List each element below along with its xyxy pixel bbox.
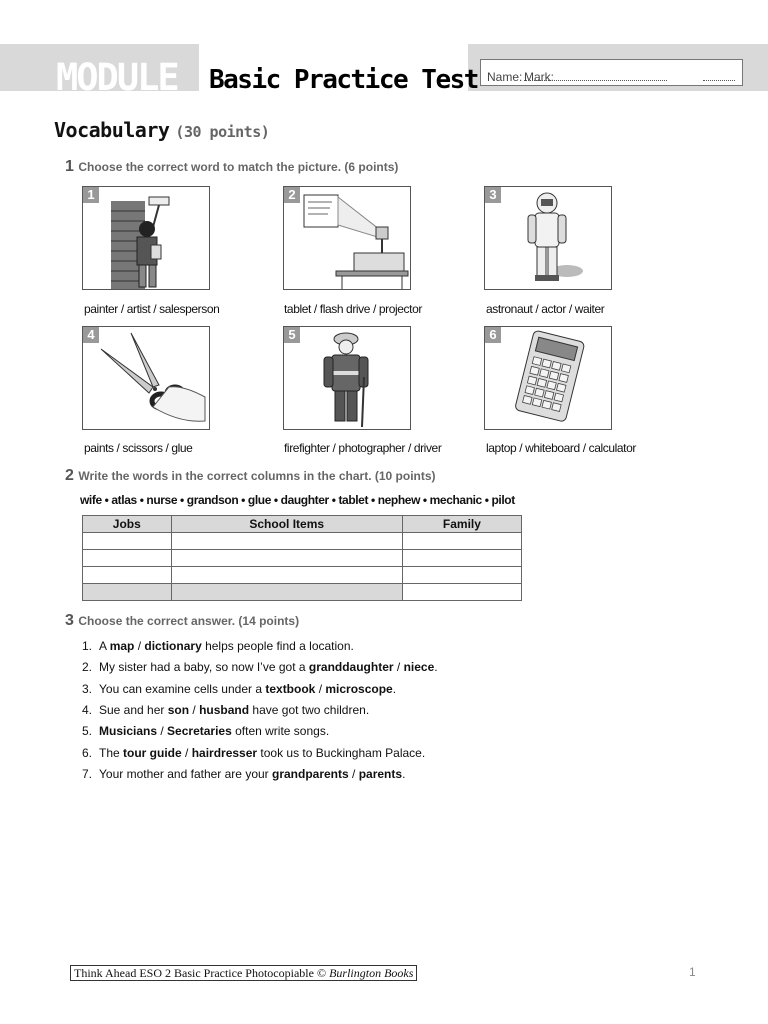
column-header-jobs: Jobs: [83, 516, 172, 533]
answer-option-a[interactable]: textbook: [265, 682, 316, 696]
question-number: 1.: [82, 639, 93, 653]
chart-row: [83, 550, 522, 567]
picture-box-5: [283, 326, 411, 430]
answer-cell[interactable]: [83, 550, 172, 567]
question-text: took us to Buckingham Palace.: [257, 746, 426, 760]
footer-copyright: [70, 965, 417, 981]
vocabulary-chart: [82, 515, 522, 601]
astronaut-icon: [485, 187, 611, 289]
shaded-cell: [83, 584, 172, 601]
picture-number: 2: [284, 187, 300, 203]
question-text: The: [99, 746, 124, 760]
question-text: helps people find a location.: [201, 639, 354, 653]
question-6: [82, 746, 425, 760]
separator: /: [157, 724, 168, 738]
chart-row: [83, 533, 522, 550]
ex2-heading: [65, 467, 436, 485]
answer-cell[interactable]: [171, 550, 402, 567]
ex2-number: 2: [65, 467, 74, 484]
question-text: often write songs.: [231, 724, 330, 738]
question-text: .: [392, 682, 397, 696]
ex1-heading: [65, 158, 398, 176]
question-1: [82, 639, 354, 653]
question-7: [82, 767, 405, 781]
shaded-cell: [171, 584, 402, 601]
picture-number: 1: [83, 187, 99, 203]
answer-option-a[interactable]: grandparents: [272, 767, 349, 781]
section-points: (30 points): [175, 123, 270, 141]
question-text: You can examine cells under a: [99, 682, 266, 696]
answer-option-b[interactable]: microscope: [325, 682, 393, 696]
question-4: [82, 703, 369, 717]
section-title: [54, 118, 269, 142]
section-name: Vocabulary: [54, 118, 170, 142]
picture-box-4: [82, 326, 210, 430]
chart-row: [83, 584, 522, 601]
column-header-family: Family: [402, 516, 521, 533]
separator: /: [348, 767, 359, 781]
question-number: 7.: [82, 767, 93, 781]
picture-number: 6: [485, 327, 501, 343]
chart-row: [83, 567, 522, 584]
separator: /: [189, 703, 200, 717]
answer-cell[interactable]: [171, 533, 402, 550]
ex1-number: 1: [65, 158, 74, 175]
answer-cell[interactable]: [402, 533, 521, 550]
painter-icon: [83, 187, 209, 289]
options-2: tablet / flash drive / projector: [284, 302, 422, 316]
options-5: firefighter / photographer / driver: [284, 441, 442, 455]
answer-cell[interactable]: [83, 533, 172, 550]
question-2: [82, 660, 438, 674]
options-6: laptop / whiteboard / calculator: [486, 441, 636, 455]
question-text: .: [434, 660, 438, 674]
separator: /: [393, 660, 404, 674]
ex3-number: 3: [65, 612, 74, 629]
question-number: 5.: [82, 724, 93, 738]
question-text: have got two children.: [249, 703, 370, 717]
answer-option-b[interactable]: hairdresser: [191, 746, 258, 760]
answer-option-b[interactable]: Secretaries: [167, 724, 232, 738]
question-3: [82, 682, 396, 696]
footer-text: Think Ahead ESO 2 Basic Practice Photocopiable ©: [74, 966, 330, 980]
question-number: 6.: [82, 746, 93, 760]
picture-number: 3: [485, 187, 501, 203]
picture-box-2: [283, 186, 411, 290]
question-number: 3.: [82, 682, 93, 696]
options-3: astronaut / actor / waiter: [486, 302, 605, 316]
question-text: A: [99, 639, 110, 653]
question-number: 2.: [82, 660, 93, 674]
scissors-icon: [83, 327, 209, 429]
question-text: .: [402, 767, 406, 781]
picture-number: 5: [284, 327, 300, 343]
answer-option-a[interactable]: map: [109, 639, 135, 653]
firefighter-icon: [284, 327, 410, 429]
name-label: Name:: [487, 70, 523, 84]
column-header-school-items: School Items: [171, 516, 402, 533]
ex3-instruction: Choose the correct answer. (14 points): [78, 614, 300, 628]
question-text: Your mother and father are your: [99, 767, 272, 781]
question-text: Sue and her: [99, 703, 168, 717]
options-1: painter / artist / salesperson: [84, 302, 220, 316]
separator: /: [181, 746, 192, 760]
answer-cell[interactable]: [171, 567, 402, 584]
answer-option-a[interactable]: tour guide: [123, 746, 182, 760]
footer-publisher: Burlington Books: [329, 966, 414, 980]
mark-line[interactable]: [703, 80, 735, 81]
word-bank: wife • atlas • nurse • grandson • glue • daughter • tablet • nephew • mechanic • pilot: [80, 493, 515, 507]
page-title: Basic Practice Test: [209, 65, 478, 95]
picture-box-1: [82, 186, 210, 290]
answer-option-b[interactable]: niece: [403, 660, 435, 674]
picture-box-3: [484, 186, 612, 290]
picture-box-6: [484, 326, 612, 430]
mark-label: Mark:: [524, 70, 554, 84]
question-5: [82, 724, 329, 738]
calculator-icon: [485, 327, 611, 429]
answer-option-b[interactable]: parents: [358, 767, 403, 781]
answer-cell[interactable]: [402, 550, 521, 567]
answer-option-b[interactable]: husband: [199, 703, 250, 717]
options-4: paints / scissors / glue: [84, 441, 193, 455]
separator: /: [315, 682, 326, 696]
name-line[interactable]: [524, 80, 667, 81]
question-text: My sister had a baby, so now I’ve got a: [99, 660, 309, 674]
answer-cell[interactable]: [83, 567, 172, 584]
answer-option-a[interactable]: granddaughter: [308, 660, 394, 674]
question-number: 4.: [82, 703, 93, 717]
ex3-heading: [65, 612, 299, 630]
projector-icon: [284, 187, 410, 289]
chart-header-row: [83, 516, 522, 533]
module-label: MODULE 2: [56, 56, 219, 99]
page-number: 1: [689, 965, 696, 979]
ex1-instruction: Choose the correct word to match the picture. (6 points): [78, 160, 399, 174]
ex2-instruction: Write the words in the correct columns in the chart. (10 points): [78, 469, 436, 483]
name-mark-box[interactable]: [480, 59, 743, 86]
picture-number: 4: [83, 327, 99, 343]
separator: /: [134, 639, 145, 653]
answer-option-a[interactable]: son: [167, 703, 190, 717]
answer-option-a[interactable]: Musicians: [99, 724, 158, 738]
answer-cell[interactable]: [402, 567, 521, 584]
answer-cell[interactable]: [402, 584, 521, 601]
answer-option-b[interactable]: dictionary: [144, 639, 202, 653]
